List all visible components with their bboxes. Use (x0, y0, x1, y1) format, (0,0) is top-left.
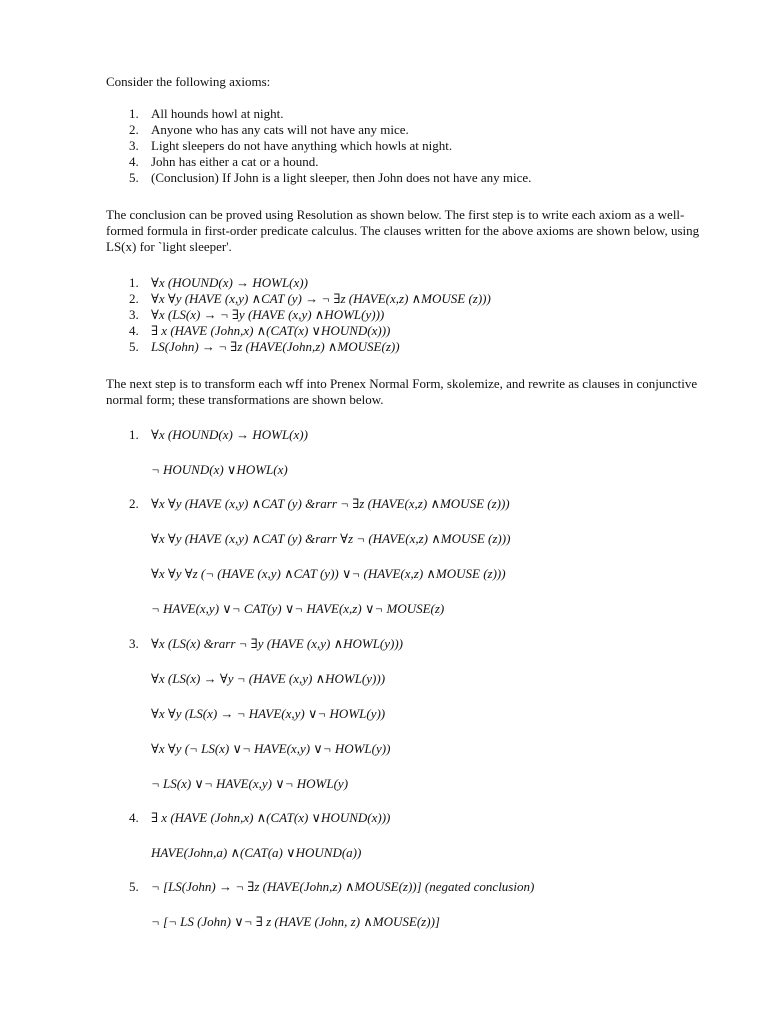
intro-text: Consider the following axioms: (106, 74, 271, 89)
list-item (129, 122, 531, 138)
item-number: 3. (129, 138, 139, 153)
axiom-text: John has either a cat or a hound. (151, 154, 319, 169)
item-number: 2. (129, 291, 139, 306)
list-item (129, 154, 531, 170)
step-formula: ∀x ∀y (HAVE (x,y) ∧CAT (y) &rarr ¬ ∃z (HAVE(x,z) ∧MOUSE (z))) (151, 496, 510, 511)
step-formula: ¬ [LS(John) → ¬ ∃z (HAVE(John,z) ∧MOUSE(z))] (negated conclusion) (151, 879, 535, 894)
step-formula: ¬ HAVE(x,y) ∨¬ CAT(y) ∨¬ HAVE(x,z) ∨¬ MOUSE(z) (151, 601, 445, 616)
resolution-paragraph: The conclusion can be proved using Resolution as shown below. The first step is to write each axiom as a well-formed formula in first-order predicate calculus. The clauses written for the above axioms are shown below, using LS(x) for `light sleeper'. (106, 207, 700, 254)
item-number: 4. (129, 323, 139, 338)
axiom-text: All hounds howl at night. (151, 106, 284, 121)
step-formula: ¬ [¬ LS (John) ∨¬ ∃ z (HAVE (John, z) ∧MOUSE(z))] (151, 914, 440, 929)
wff-list (129, 275, 491, 355)
list-item (129, 323, 491, 339)
step-formula: ¬ HOUND(x) ∨HOWL(x) (151, 462, 288, 477)
list-item (129, 339, 491, 355)
step-formula: ∀x ∀y (LS(x) → ¬ HAVE(x,y) ∨¬ HOWL(y)) (151, 706, 386, 721)
list-item (129, 291, 491, 307)
item-number: 2. (129, 122, 139, 137)
list-item (129, 307, 491, 323)
list-item (129, 275, 491, 291)
step-number: 1. (129, 427, 139, 442)
axiom-text: (Conclusion) If John is a light sleeper, then John does not have any mice. (151, 170, 532, 185)
item-number: 5. (129, 339, 139, 354)
item-number: 5. (129, 170, 139, 185)
item-number: 4. (129, 154, 139, 169)
wff-formula: ∀x (HOUND(x) → HOWL(x)) (151, 275, 308, 290)
axiom-text: Anyone who has any cats will not have any mice. (151, 122, 409, 137)
wff-formula: ∃ x (HAVE (John,x) ∧(CAT(x) ∨HOUND(x))) (151, 323, 391, 338)
step-formula: ∀x (LS(x) → ∀y ¬ (HAVE (x,y) ∧HOWL(y))) (151, 671, 386, 686)
transform-paragraph: The next step is to transform each wff into Prenex Normal Form, skolemize, and rewrite as clauses in conjunctive normal form; these transformations are shown below. (106, 376, 698, 407)
step-formula: ∀x ∀y (¬ LS(x) ∨¬ HAVE(x,y) ∨¬ HOWL(y)) (151, 741, 391, 756)
step-number: 3. (129, 636, 139, 651)
step-formula: ¬ LS(x) ∨¬ HAVE(x,y) ∨¬ HOWL(y) (151, 776, 349, 791)
step-formula: ∀x (HOUND(x) → HOWL(x)) (151, 427, 308, 442)
axiom-list (129, 106, 531, 186)
step-formula: ∀x (LS(x) &rarr ¬ ∃y (HAVE (x,y) ∧HOWL(y))) (151, 636, 404, 651)
list-item (129, 138, 531, 154)
wff-formula: ∀x (LS(x) → ¬ ∃y (HAVE (x,y) ∧HOWL(y))) (151, 307, 385, 322)
step-number: 4. (129, 810, 139, 825)
item-number: 1. (129, 275, 139, 290)
step-formula: ∃ x (HAVE (John,x) ∧(CAT(x) ∨HOUND(x))) (151, 810, 391, 825)
axiom-text: Light sleepers do not have anything which howls at night. (151, 138, 453, 153)
item-number: 1. (129, 106, 139, 121)
step-formula: ∀x ∀y (HAVE (x,y) ∧CAT (y) &rarr ∀z ¬ (HAVE(x,z) ∧MOUSE (z))) (151, 531, 511, 546)
list-item (129, 106, 531, 122)
step-number: 5. (129, 879, 139, 894)
step-number: 2. (129, 496, 139, 511)
wff-formula: ∀x ∀y (HAVE (x,y) ∧CAT (y) → ¬ ∃z (HAVE(x,z) ∧MOUSE (z))) (151, 291, 491, 306)
step-formula: HAVE(John,a) ∧(CAT(a) ∨HOUND(a)) (151, 845, 362, 860)
wff-formula: LS(John) → ¬ ∃z (HAVE(John,z) ∧MOUSE(z)) (151, 339, 400, 354)
step-formula: ∀x ∀y ∀z (¬ (HAVE (x,y) ∧CAT (y)) ∨¬ (HAVE(x,z) ∧MOUSE (z))) (151, 566, 506, 581)
item-number: 3. (129, 307, 139, 322)
list-item (129, 170, 531, 186)
